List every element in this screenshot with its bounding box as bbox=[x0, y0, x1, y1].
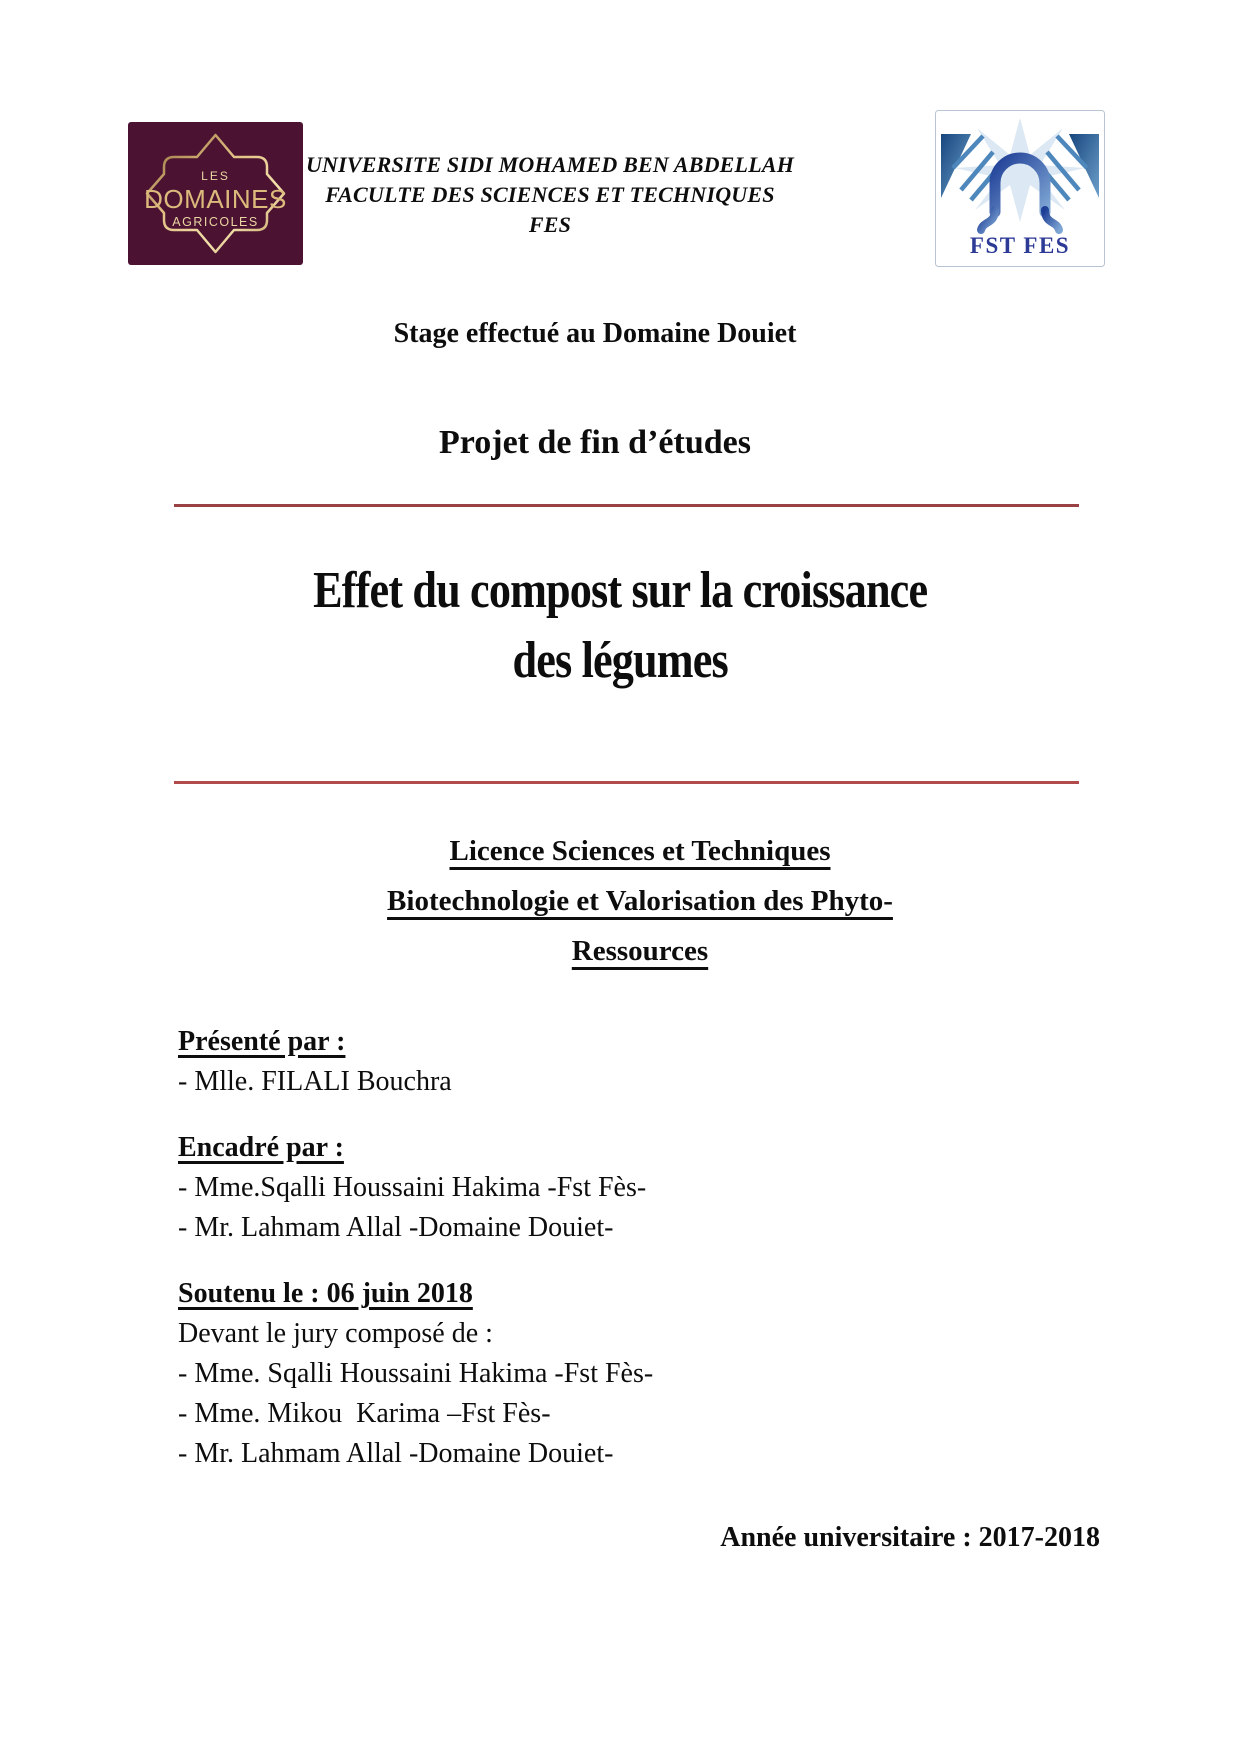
fst-fes-logo-graphic bbox=[935, 110, 1105, 267]
internship-location-line: Stage effectué au Domaine Douiet bbox=[393, 318, 797, 349]
jury-intro: Devant le jury composé de : bbox=[178, 1318, 493, 1349]
defense-section bbox=[178, 1274, 1078, 1474]
defense-date-heading: Soutenu le : 06 juin 2018 bbox=[178, 1278, 473, 1309]
university-header bbox=[245, 150, 910, 240]
report-title-line2: des légumes bbox=[512, 632, 729, 689]
jury-member: - Mme. Sqalli Houssaini Hakima -Fst Fès- bbox=[178, 1358, 654, 1389]
logo-text-agricoles: AGRICOLES bbox=[172, 215, 259, 229]
degree-program-block bbox=[40, 826, 1240, 976]
logo-text-domaines: DOMAINES bbox=[144, 184, 287, 214]
presented-by-section bbox=[178, 1022, 1078, 1102]
project-type-heading: Projet de fin d’études bbox=[439, 424, 751, 461]
spacer bbox=[178, 1102, 1078, 1128]
faculty-name: FACULTE DES SCIENCES ET TECHNIQUES bbox=[325, 182, 775, 207]
degree-line1: Licence Sciences et Techniques bbox=[449, 835, 831, 867]
top-horizontal-rule bbox=[174, 504, 1079, 507]
bottom-horizontal-rule bbox=[174, 781, 1079, 784]
supervised-by-section bbox=[178, 1128, 1078, 1248]
supervisor-name: - Mr. Lahmam Allal -Domaine Douiet- bbox=[178, 1212, 614, 1243]
fst-fes-logo bbox=[935, 110, 1105, 267]
presented-by-heading: Présenté par : bbox=[178, 1026, 346, 1057]
jury-member: - Mme. Mikou Karima –Fst Fès- bbox=[178, 1398, 551, 1429]
supervisor-name: - Mme.Sqalli Houssaini Hakima -Fst Fès- bbox=[178, 1172, 647, 1203]
spacer bbox=[178, 1248, 1078, 1274]
supervised-by-heading: Encadré par : bbox=[178, 1132, 344, 1163]
report-title bbox=[0, 556, 1241, 696]
academic-year: Année universitaire : 2017-2018 bbox=[720, 1522, 1100, 1553]
city-name: FES bbox=[528, 212, 572, 237]
logo-text-fst-fes: FST FES bbox=[969, 233, 1071, 258]
author-name: - Mlle. FILALI Bouchra bbox=[178, 1066, 452, 1097]
logo-text-les: LES bbox=[201, 169, 230, 183]
credits-block bbox=[178, 1022, 1078, 1474]
degree-line2: Biotechnologie et Valorisation des Phyto- bbox=[387, 885, 893, 917]
university-name: UNIVERSITE SIDI MOHAMED BEN ABDELLAH bbox=[305, 152, 795, 177]
report-title-line1: Effet du compost sur la croissance bbox=[313, 562, 928, 619]
jury-member: - Mr. Lahmam Allal -Domaine Douiet- bbox=[178, 1438, 614, 1469]
degree-line3: Ressources bbox=[571, 935, 709, 967]
